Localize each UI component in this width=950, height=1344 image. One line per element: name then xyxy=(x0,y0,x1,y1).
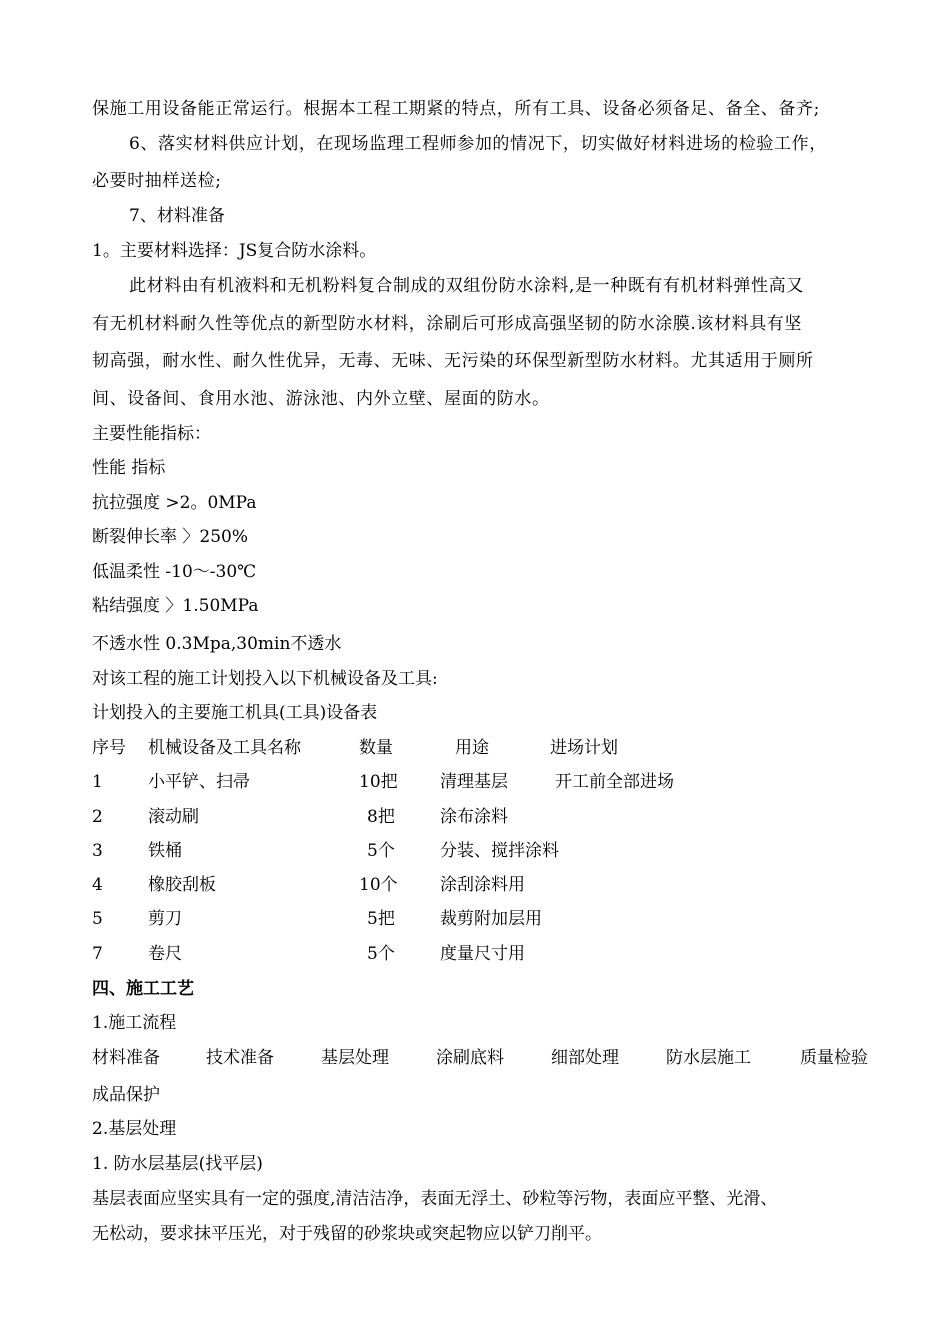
subheading-leveling-layer: 1. 防水层基层(找平层) xyxy=(92,1154,263,1174)
flow-step: 材料准备 xyxy=(92,1048,160,1068)
table-cell: 8把 xyxy=(367,807,395,827)
paragraph-base-requirements-1: 基层表面应坚实具有一定的强度,清洁洁净，表面无浮土、砂粒等污物，表面应平整、光滑、 xyxy=(92,1189,778,1209)
section-heading-construction-process: 四、施工工艺 xyxy=(92,979,194,999)
table-cell: 橡胶刮板 xyxy=(148,875,216,895)
performance-header: 性能 指标 xyxy=(92,458,166,478)
flow-step: 防水层施工 xyxy=(666,1048,751,1068)
table-cell: 4 xyxy=(92,875,103,895)
heading-material-prep: 7、材料准备 xyxy=(129,206,225,226)
flow-step: 基层处理 xyxy=(321,1048,389,1068)
table-header-cell: 进场计划 xyxy=(550,738,618,758)
table-header-cell: 用途 xyxy=(455,738,489,758)
table-cell: 度量尺寸用 xyxy=(440,944,525,964)
performance-impermeability: 不透水性 0.3Mpa,30min不透水 xyxy=(92,634,342,654)
table-cell: 10把 xyxy=(359,772,398,792)
table-cell: 小平铲、扫帚 xyxy=(148,772,250,792)
paragraph-equipment-readiness: 保施工用设备能正常运行。根据本工程工期紧的特点，所有工具、设备必须备足、备全、备齐; xyxy=(92,99,820,119)
paragraph-equipment-intro: 对该工程的施工计划投入以下机械设备及工具: xyxy=(92,669,438,689)
subheading-process-flow: 1.施工流程 xyxy=(92,1013,177,1033)
table-cell: 分装、搅拌涂料 xyxy=(440,841,559,861)
flow-step: 质量检验 xyxy=(800,1048,868,1068)
paragraph-material-desc-3: 韧高强，耐水性、耐久性优异，无毒、无味、无污染的环保型新型防水材料。尤其适用于厕所 xyxy=(92,351,814,371)
table-cell: 清理基层 xyxy=(440,772,508,792)
equipment-table-title: 计划投入的主要施工机具(工具)设备表 xyxy=(92,703,378,723)
paragraph-material-desc-2: 有无机材料耐久性等优点的新型防水材料，涂刷后可形成高强坚韧的防水涂膜.该材料具有坚 xyxy=(92,314,803,334)
performance-bond: 粘结强度 〉1.50MPa xyxy=(92,596,259,616)
table-cell: 7 xyxy=(92,944,103,964)
paragraph-main-material: 1。主要材料选择：JS复合防水涂料。 xyxy=(92,241,377,261)
flow-step: 技术准备 xyxy=(206,1048,274,1068)
flow-step-final: 成品保护 xyxy=(92,1085,160,1105)
table-cell: 开工前全部进场 xyxy=(555,772,674,792)
table-header-cell: 机械设备及工具名称 xyxy=(148,738,301,758)
table-cell: 3 xyxy=(92,841,103,861)
table-cell: 5把 xyxy=(367,909,395,929)
table-header-cell: 数量 xyxy=(359,738,393,758)
table-cell: 5个 xyxy=(367,944,395,964)
table-cell: 卷尺 xyxy=(148,944,182,964)
subheading-base-treatment: 2.基层处理 xyxy=(92,1119,177,1139)
paragraph-base-requirements-2: 无松动，要求抹平压光，对于残留的砂浆块或突起物应以铲刀削平。 xyxy=(92,1224,602,1244)
flow-step: 细部处理 xyxy=(551,1048,619,1068)
table-cell: 裁剪附加层用 xyxy=(440,909,542,929)
table-cell: 5个 xyxy=(367,841,395,861)
table-cell: 铁桶 xyxy=(148,841,182,861)
table-header-cell: 序号 xyxy=(92,738,126,758)
performance-tensile: 抗拉强度 >2。0MPa xyxy=(92,493,257,513)
performance-elongation: 断裂伸长率 〉250% xyxy=(92,527,249,547)
table-cell: 滚动刷 xyxy=(148,807,199,827)
table-cell: 5 xyxy=(92,909,103,929)
performance-low-temp: 低温柔性 -10～-30℃ xyxy=(92,562,257,582)
paragraph-material-desc-4: 间、设备间、食用水池、游泳池、内外立壁、屋面的防水。 xyxy=(92,389,550,409)
heading-performance: 主要性能指标： xyxy=(92,424,211,444)
table-cell: 涂布涂料 xyxy=(440,807,508,827)
paragraph-material-plan-cont: 必要时抽样送检; xyxy=(92,171,222,191)
flow-step: 涂刷底料 xyxy=(436,1048,504,1068)
table-cell: 涂刮涂料用 xyxy=(440,875,525,895)
table-cell: 剪刀 xyxy=(148,909,182,929)
table-cell: 1 xyxy=(92,772,103,792)
paragraph-material-plan: 6、落实材料供应计划，在现场监理工程师参加的情况下，切实做好材料进场的检验工作， xyxy=(129,134,827,154)
paragraph-material-desc-1: 此材料由有机液料和无机粉料复合制成的双组份防水涂料,是一种既有有机材料弹性高又 xyxy=(129,276,804,296)
table-cell: 2 xyxy=(92,807,103,827)
table-cell: 10个 xyxy=(359,875,398,895)
